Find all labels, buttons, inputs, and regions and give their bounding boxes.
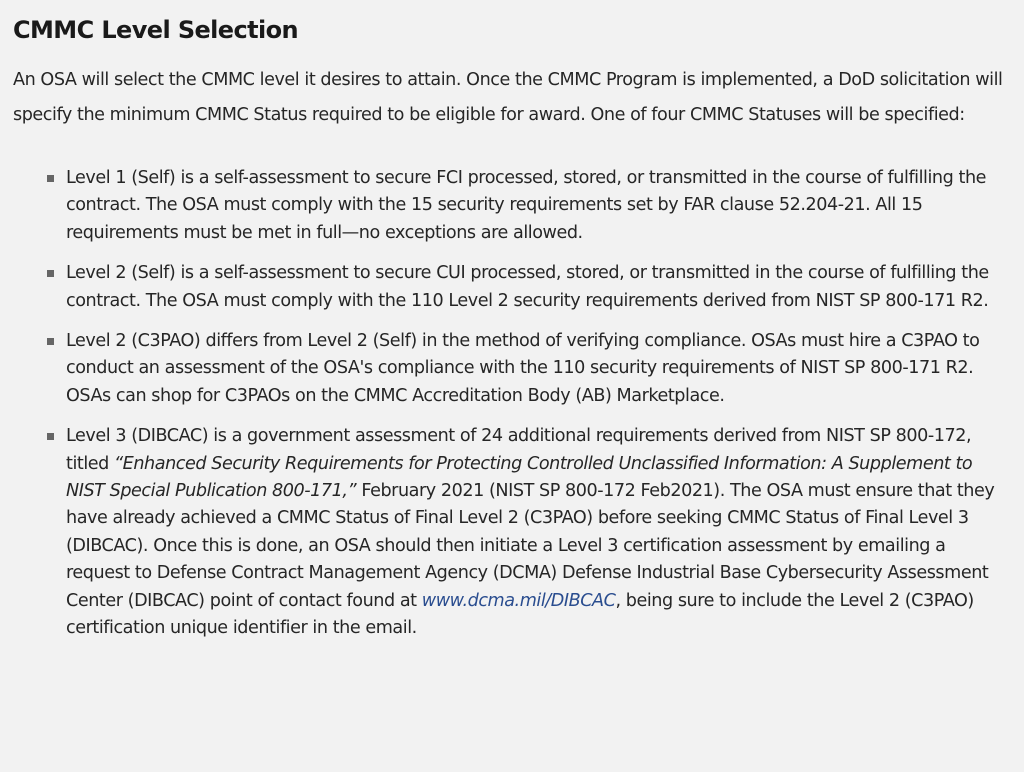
- list-item-level-1-self: [13, 165, 1011, 247]
- list-item-level-2-self: [13, 260, 1011, 315]
- list-item-text: Level 2 (Self) is a self-assessment to secure CUI processed, stored, or transmitted in the course of fulfilling the contract. The OSA must comply with the 110 Level 2 security requirements derived from NIST SP 800-171 R2.: [66, 263, 989, 311]
- square-bullet-icon: [47, 338, 54, 345]
- list-item-text-part1: Level 3 (DIBCAC) is a government assessment of 24 additional requirements derived from NIST SP 800-172, titled: [66, 426, 972, 474]
- list-item-text: Level 2 (C3PAO) differs from Level 2 (Self) in the method of verifying compliance. OSAs must hire a C3PAO to conduct an assessment of the OSA's compliance with the 110 security requirements of NIST SP 800-171 R2. OSAs can shop for C3PAOs on the CMMC Accreditation Body (AB) Marketplace.: [66, 331, 980, 406]
- dcma-dibcac-link[interactable]: www.dcma.mil/DIBCAC: [421, 590, 616, 611]
- section-heading: CMMC Level Selection: [13, 16, 298, 44]
- list-item-level-3-dibcac: [13, 423, 1011, 642]
- publication-title: “Enhanced Security Requirements for Protecting Controlled Unclassified Information: A Supplement to NIST Special Publication 800-171,”: [66, 453, 973, 502]
- intro-paragraph: An OSA will select the CMMC level it desires to attain. Once the CMMC Program is implemented, a DoD solicitation will specify the minimum CMMC Status required to be eligible for award. One of four CMMC Statuses will be specified:: [13, 70, 1003, 125]
- list-item-text-part2: February 2021 (NIST SP 800-172 Feb2021). The OSA must ensure that they have already achieved a CMMC Status of Final Level 2 (C3PAO) before seeking CMMC Status of Final Level 3 (DIBCAC). Once this is done, an OSA should then initiate a Level 3 certification assessment by emailing a request to Defense Contract Management Agency (DCMA) Defense Industrial Base Cybersecurity Assessment Center (DIBCAC) point of contact found at: [66, 481, 995, 611]
- square-bullet-icon: [47, 175, 54, 182]
- list-item-text-part3: , being sure to include the Level 2 (C3PAO) certification unique identifier in the email.: [66, 590, 974, 639]
- list-item-level-2-c3pao: [13, 328, 1011, 410]
- square-bullet-icon: [47, 270, 54, 277]
- cmmc-status-list: [13, 165, 1024, 643]
- square-bullet-icon: [47, 433, 54, 440]
- list-item-text: Level 1 (Self) is a self-assessment to secure FCI processed, stored, or transmitted in the course of fulfilling the contract. The OSA must comply with the 15 security requirements set by FAR clause 52.204-21. All 15 requirements must be met in full—no exceptions are allowed.: [66, 168, 987, 243]
